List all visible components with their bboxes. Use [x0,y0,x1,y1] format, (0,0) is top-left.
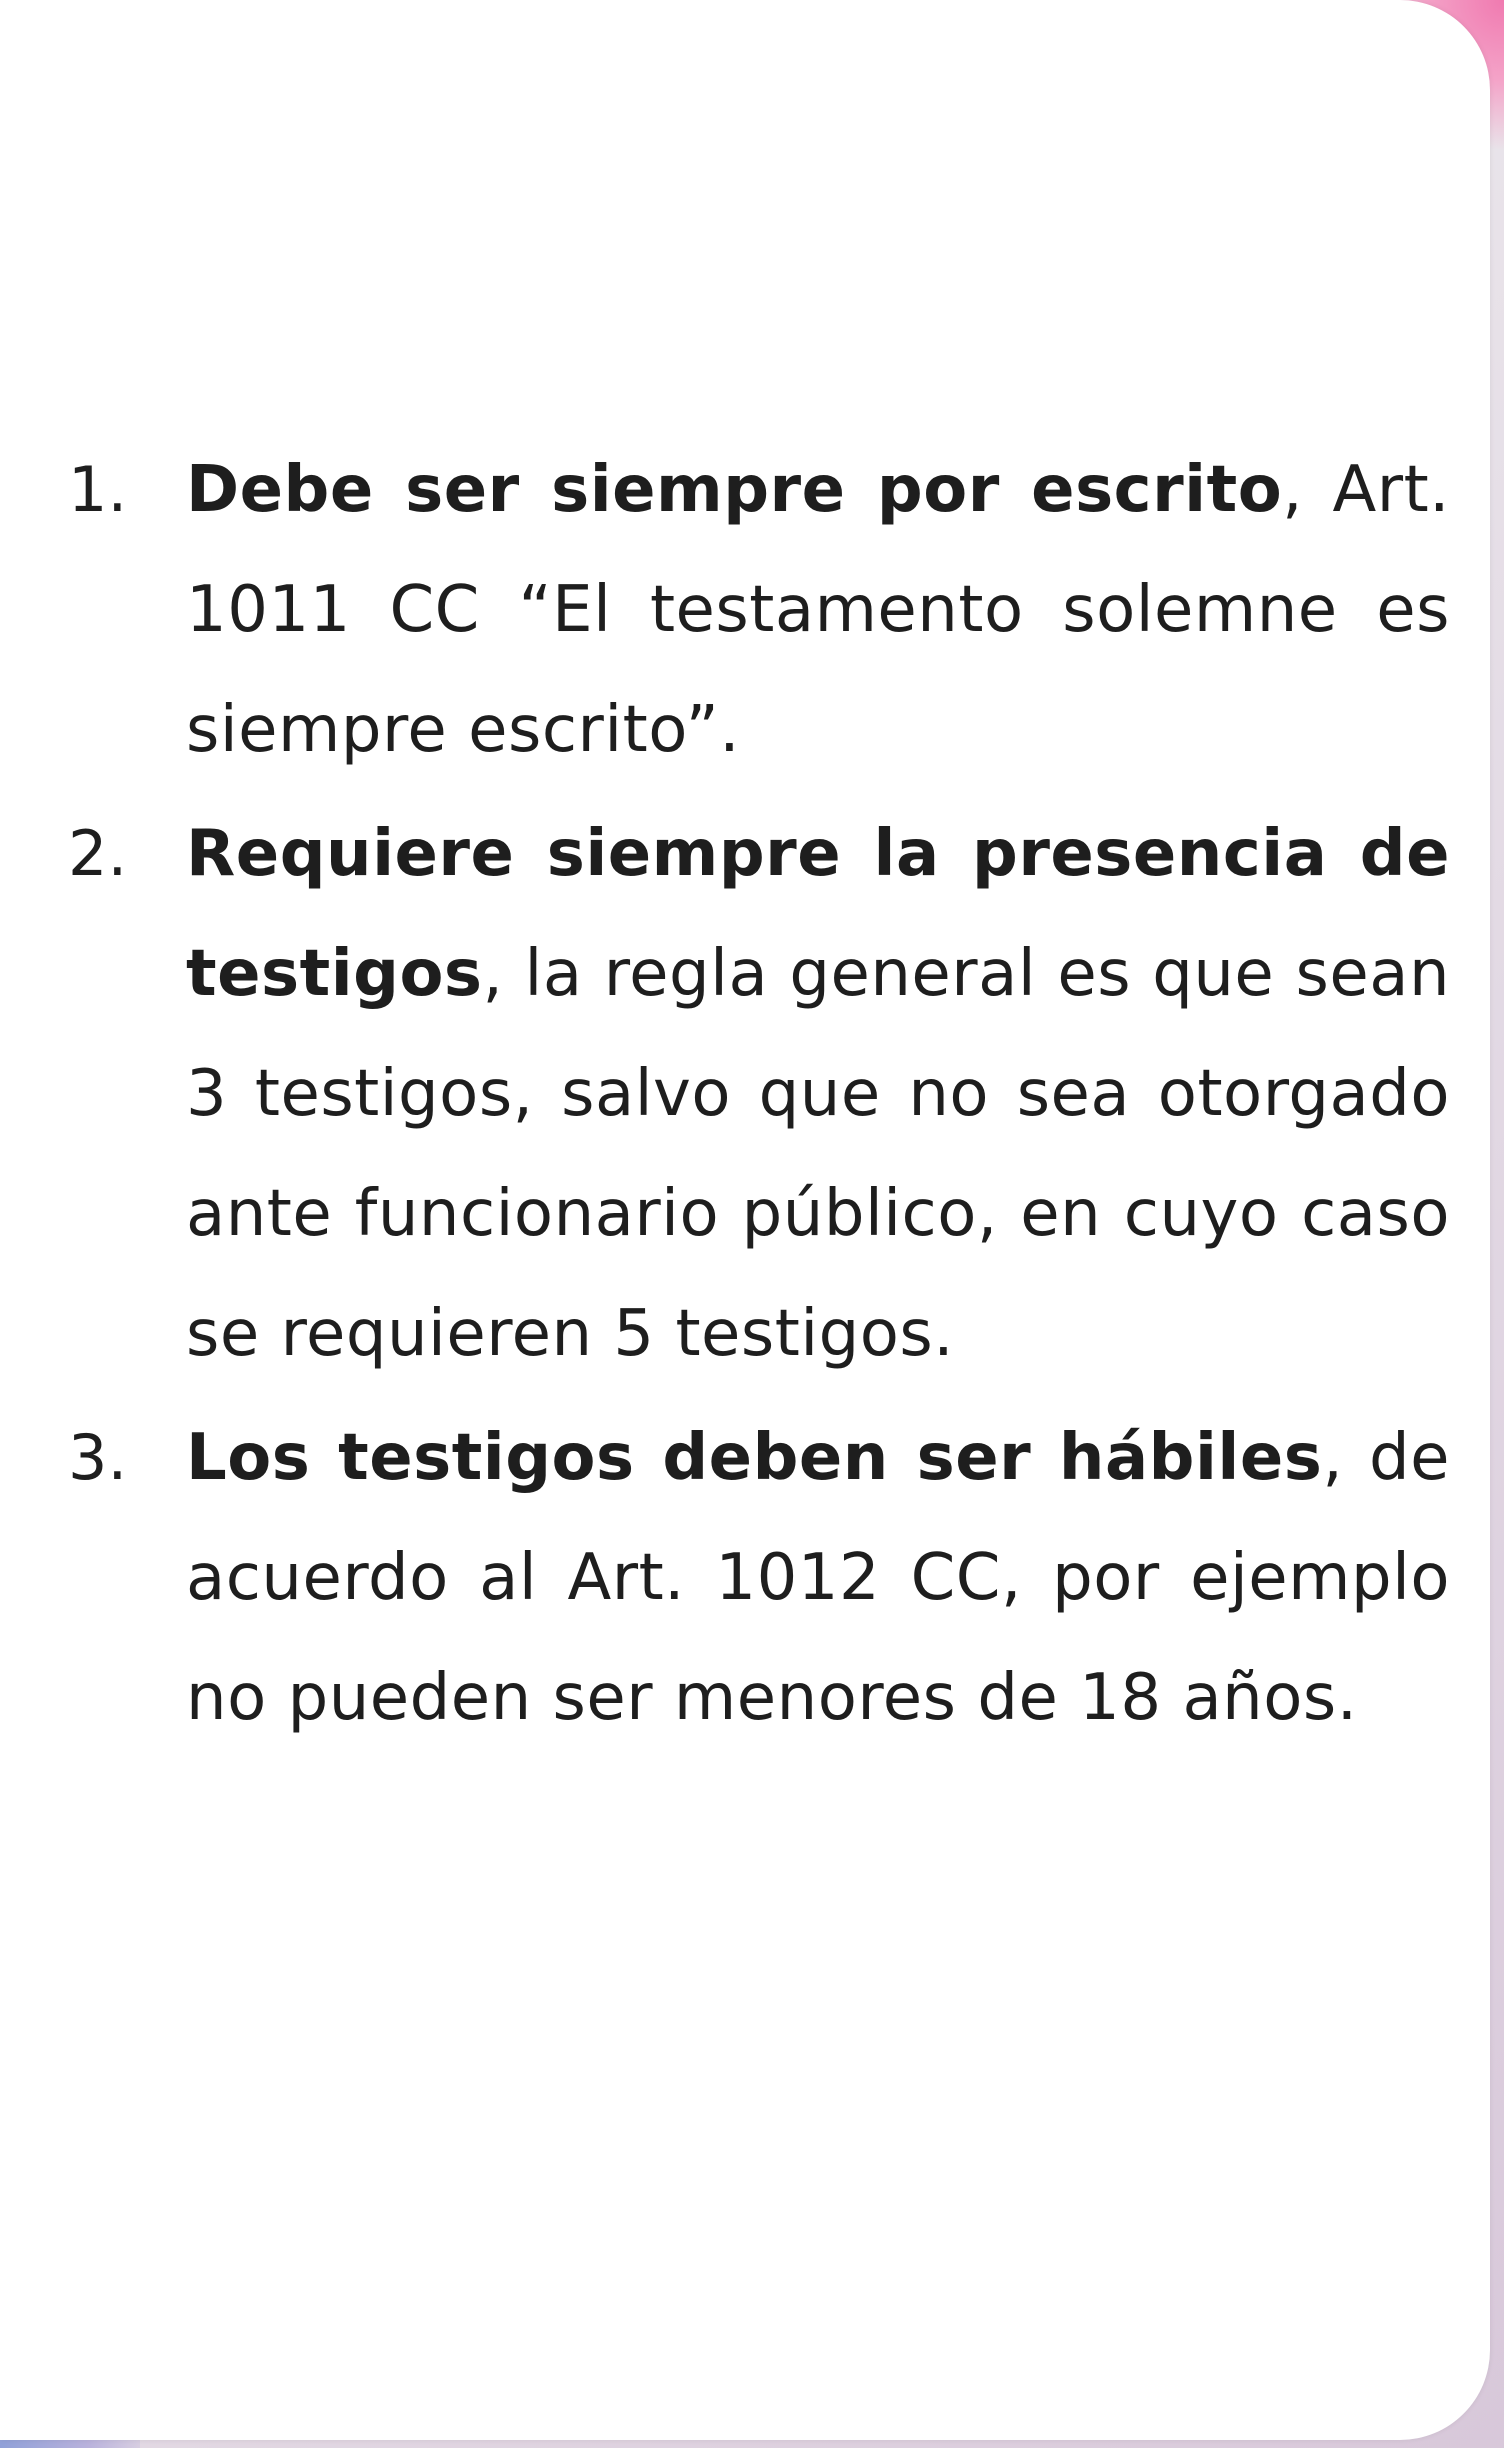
item-bold-text: Requiere siempre la presencia de testigos [186,817,1450,1011]
requirements-list [60,430,1450,1762]
item-text [186,794,1450,1394]
item-number: 1. [68,453,128,526]
item-text [186,1398,1450,1758]
item-bold-text: Los testigos deben ser hábiles [186,1421,1323,1495]
list-item [60,794,1450,1394]
item-text [186,430,1450,790]
list-item [60,430,1450,790]
item-number: 2. [68,817,128,890]
list-item [60,1398,1450,1758]
item-bold-text: Debe ser siempre por escrito [186,453,1283,527]
item-rest-text: , la regla general es que sean 3 testigos, salvo que no sea otorgado ante funcionario público, en cuyo caso se requieren 5 testigos. [186,937,1450,1371]
item-rest-text: , de acuerdo al Art. 1012 CC, por ejemplo no pueden ser menores de 18 años. [186,1421,1450,1735]
item-rest-text: , Art. 1011 CC “El testamento solemne es siempre escrito”. [186,453,1451,767]
item-number: 3. [68,1421,128,1494]
